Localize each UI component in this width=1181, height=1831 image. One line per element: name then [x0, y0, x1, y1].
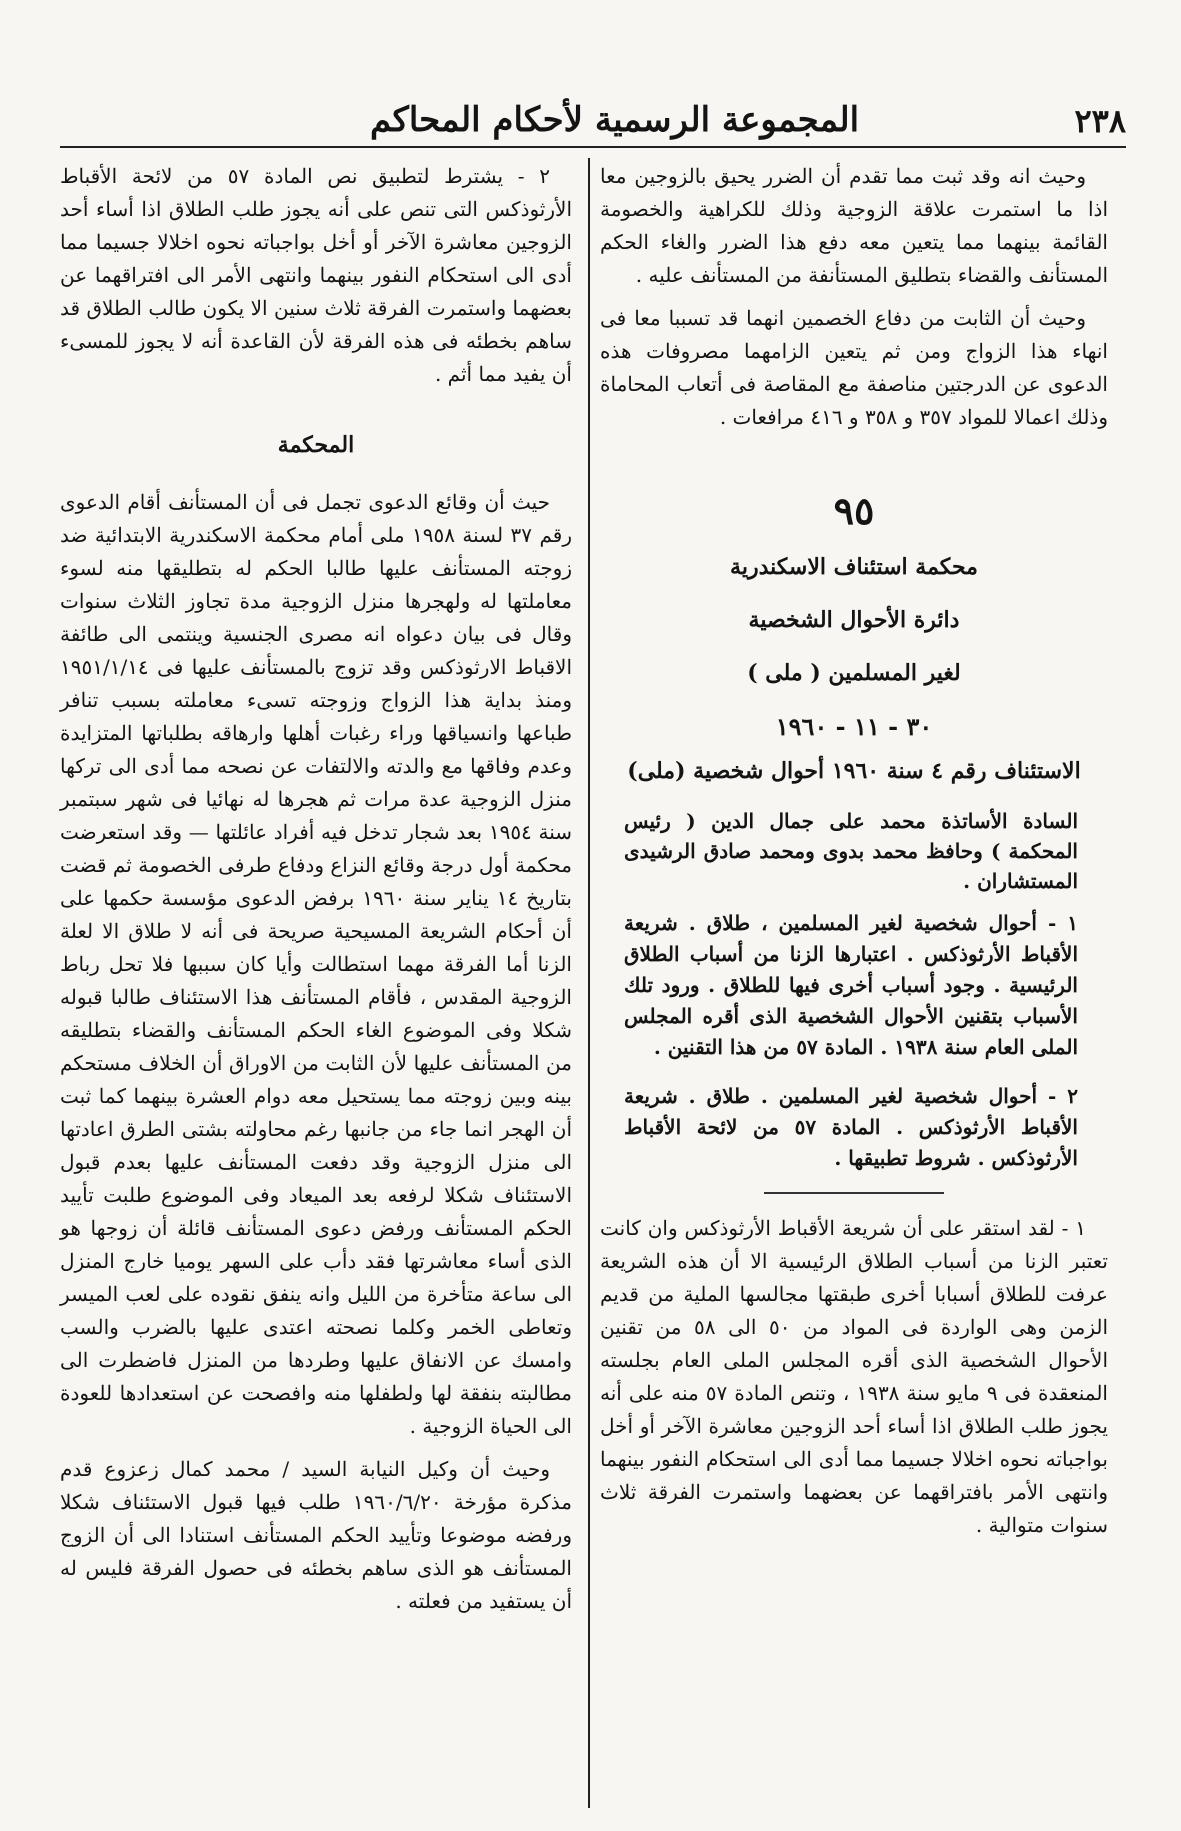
section-rule	[764, 1192, 944, 1194]
court-name: محكمة استئناف الاسكندرية	[730, 554, 978, 580]
summary-2: ٢ - أحوال شخصية لغير المسلمين . طلاق . شريعة الأقباط الأرثوذكس . المادة ٥٧ من لائحة الأقباط الأرثوذكس . شروط تطبيقها .	[624, 1084, 1078, 1170]
publication-title: المجموعة الرسمية لأحكام المحاكم	[370, 100, 860, 140]
paragraph-damage: وحيث انه وقد ثبت مما تقدم أن الضرر يحيق بالزوجين معا اذا ما استمرت علاقة الزوجية وذلك للكراهية والخصومة القائمة بينهما مما يتعين معه دفع هذا الضرر والغاء الحكم المستأنف والقضاء بتطليق المستأنفة من المستأنف عليه .	[600, 164, 1108, 287]
judgment-date: ٣٠ - ١١ - ١٩٦٠	[775, 712, 933, 741]
circuit-subtitle: لغير المسلمين ( ملى )	[747, 660, 961, 686]
summary-1: ١ - أحوال شخصية لغير المسلمين ، طلاق . شريعة الأقباط الأرثوذكس . اعتبارها الزنا من أسباب الطلاق الرئيسية . وجود أسباب أخرى فيها للطلاق . ورود تلك الأسباب بتقنين الأحوال الشخصية الذى أقره المجلس الملى العام سنة ١٩٣٨ . المادة ٥٧ من هذا التقنين .	[624, 911, 1078, 1059]
appeal-number: الاستئناف رقم ٤ سنة ١٩٦٠ أحوال شخصية (ملى)	[627, 758, 1081, 784]
section-heading-court: المحكمة	[277, 432, 355, 458]
paragraph-facts: حيث أن وقائع الدعوى تجمل فى أن المستأنف أقام الدعوى رقم ٣٧ لسنة ١٩٥٨ ملى أمام محكمة الاسكندرية الابتدائية ضد زوجته المستأنف عليها طالبا الحكم له بتطليقها منه لسوء معاملتها له ولهجرها منزل الزوجية مدة تجاوز الثلاث سنوات وقال فى بيان دعواه انه مصرى الجنسية وينتمى الى طائفة الاقباط الارثوذكس وقد تزوج بالمستأنف عليها فى ١٩٥١/١/١٤ ومنذ بداية هذا الزواج وزوجته تسىء معاملته بسبب تنافر طباعها وانسياقها وراء رغبات أهلها وارهاقه بطلباتها المتزايدة وعدم وفاقها مع والدته والالتفات عن نصحه مما أدى الى تركها منزل الزوجية عدة مرات ثم هجرها له نهائيا فى شهر سبتمبر سنة ١٩٥٤ بعد شجار تدخل فيه أفراد عائلتها — وقد استعرضت محكمة أول درجة وقائع النزاع ودفاع طرفى الخصومة ثم قضت بتاريخ ١٤ يناير سنة ١٩٦٠ برفض الدعوى مؤسسة حكمها على أن أحكام الشريعة المسيحية صريحة فى أنه لا طلاق الا لعلة الزنا أما الفرقة مهما استطالت وأيا كان سببها فلا تحل رباط الزوجية المقدس ، فأقام المستأنف هذا الاستئناف طالبا قبوله شكلا وفى الموضوع الغاء الحكم المستأنف والقضاء بتطليقه من المستأنف عليها لأن الثابت من الاوراق أن الخلاف مستحكم بينه وبين زوجته مما يستحيل معه دوام العشرة بينهما كما ثبت أن الهجر انما جاء من جانبها رغم محاولته بشتى الطرق اعادتها الى منزل الزوجية وقد دفعت المستأنف عليها بعدم قبول الاستئناف شكلا لرفعه بعد الميعاد وفى الموضوع طلبت تأييد الحكم المستأنف ورفض دعوى المستأنف قائلة أن زوجها هو الذى أساء معاشرتها فقد دأب على السهر يوميا خارج المنزل الى ساعة متأخرة من الليل وانه ينفق نقوده على لعب الميسر وتعاطى الخمر وكلما نصحته اعتدى عليها بالضرب والسب وامسك عن الانفاق عليها وطردها من المنزل فاضطرت الى مطالبته بنفقة لها ولطفلها منه وافصحت عن استعدادها للعودة الى الحياة الزوجية .	[60, 490, 573, 1438]
page-number: ٢٣٨	[1074, 102, 1126, 140]
principle-1: ١ - لقد استقر على أن شريعة الأقباط الأرثوذكس وان كانت تعتبر الزنا من أسباب الطلاق الرئيسية الا أن هذه الشريعة عرفت للطلاق أسبابا أخرى طبقتها مجالسها الملية من قديم الزمن وهى الواردة فى المواد من ٥٠ الى ٥٨ من تقنين الأحوال الشخصية الذى أقره المجلس الملى العام بجلسته المنعقدة فى ٩ مايو سنة ١٩٣٨ ، وتنص المادة ٥٧ منه على أنه يجوز طلب الطلاق اذا أساء أحد الزوجين معاشرة الآخر أو أخل بواجباته نحوه اخلالا جسيما مما أدى الى استحكام النفور بينهما وانتهى الأمر بافتراقهما عن بعضهما واستمرت الفرقة ثلاث سنوات متوالية .	[600, 1216, 1109, 1537]
judges-panel: السادة الأساتذة محمد على جمال الدين ( رئيس المحكمة ) وحافظ محمد بدوى ومحمد صادق الرشيدى المستشاران .	[624, 809, 1078, 893]
column-divider	[588, 158, 590, 1808]
principle-2: ٢ - يشترط لتطبيق نص المادة ٥٧ من لائحة الأقباط الأرثوذكس التى تنص على أنه يجوز طلب الطلاق اذا أساء أحد الزوجين معاشرة الآخر أو أخل بواجباته نحوه اخلالا جسيما مما أدى الى استحكام النفور بينهما وانتهى الأمر الى افتراقهما عن بعضهما واستمرت الفرقة ثلاث سنين الا يكون طالب الطلاق قد ساهم بخطئه فى هذه الفرقة لأن القاعدة أنه لا يجوز للمسىء أن يفيد مما أثم .	[60, 164, 572, 386]
left-column	[60, 160, 572, 1628]
right-column	[600, 160, 1108, 1552]
paragraph-costs: وحيث أن الثابت من دفاع الخصمين انهما قد تسببا معا فى انهاء هذا الزواج ومن ثم يتعين الزامهما مصروفات هذه الدعوى عن الدرجتين مناصفة مع المقاصة فى أتعاب المحاماة وذلك اعمالا للمواد ٣٥٧ و ٣٥٨ و ٤١٦ مرافعات .	[600, 306, 1108, 429]
case-number: ٩٥	[833, 488, 875, 533]
paragraph-prosecution: وحيث أن وكيل النيابة السيد / محمد كمال زعزوع قدم مذكرة مؤرخة ١٩٦٠/٦/٢٠ طلب فيها قبول الاستئناف شكلا ورفضه موضوعا وتأييد الحكم المستأنف استنادا الى أن الزوج المستأنف هو الذى ساهم بخطئه فى حصول الفرقة فليس له أن يستفيد من فعلته .	[60, 1457, 572, 1613]
circuit-name: دائرة الأحوال الشخصية	[748, 607, 960, 633]
page-header	[60, 92, 1126, 148]
